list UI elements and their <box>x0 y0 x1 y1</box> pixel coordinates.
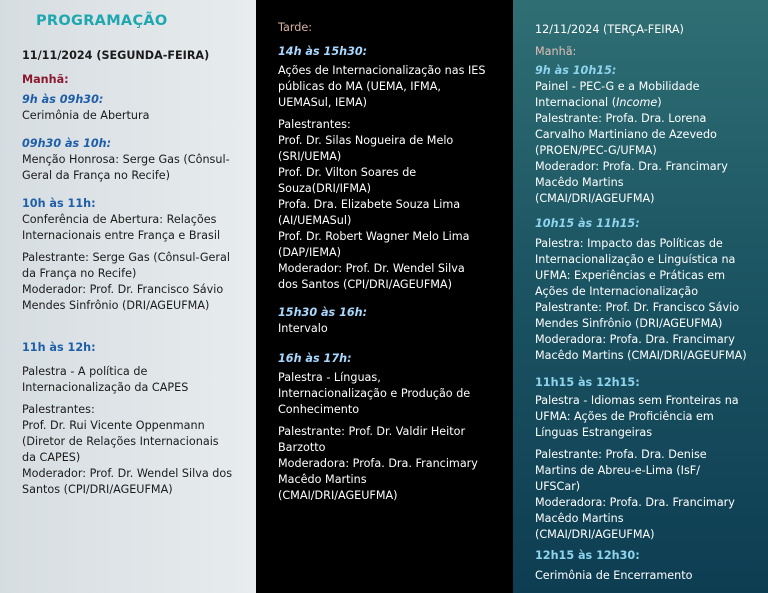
session-line: Palestrante: Prof. Dr. Valdir Heitor <box>278 425 466 438</box>
session-time: 9h às 10h15: <box>535 64 617 77</box>
session-line: Palestra - A política de <box>22 365 148 378</box>
session-line: Palestrante: Profa. Dra. Lorena <box>535 112 707 125</box>
day2-session-2 <box>535 216 760 364</box>
session-line: Moderador: Profa. Dra. Francimary <box>535 160 728 173</box>
session-line: (AI/UEMASul) <box>278 214 352 227</box>
session-line: Internacionalização da CAPES <box>22 381 189 394</box>
session-line: Conhecimento <box>278 403 360 416</box>
session-line: Palestrantes: <box>22 403 95 416</box>
day1-date: 11/11/2024 (SEGUNDA-FEIRA) <box>22 49 210 62</box>
session-line: Carvalho Martiniano de Azevedo <box>535 128 717 141</box>
session-line: Moderador: Prof. Dr. Wendel Silva <box>278 262 465 275</box>
day1-session-1 <box>22 92 247 124</box>
session-line: Internacionalização e Produção de <box>278 387 471 400</box>
session-line: (SRI/UEMA) <box>278 150 342 163</box>
session-line: Palestrante: Serge Gas (Cônsul-Geral <box>22 251 230 264</box>
session-line: Prof. Dr. Rui Vicente Oppenmann <box>22 419 205 432</box>
session-line: Macêdo Martins (CMAI/DRI/AGEUFMA) <box>535 349 747 362</box>
day1-column <box>0 0 256 593</box>
day2-session-1 <box>535 63 760 207</box>
session-line: (CMAI/DRI/AGEUFMA) <box>535 192 655 205</box>
session-line: Cerimônia de Encerramento <box>535 569 693 582</box>
day2-session-3 <box>535 375 760 543</box>
session-line: (Diretor de Relações Internacionais <box>22 435 219 448</box>
session-line: Souza(DRI/IFMA) <box>278 182 371 195</box>
session-line: Mendes Sinfrônio (DRI/AGEUFMA) <box>535 317 723 330</box>
session-line: Prof. Dr. Silas Nogueira de Melo <box>278 134 454 147</box>
session-line: da CAPES) <box>22 451 81 464</box>
session-line: Painel - PEC-G e a Mobilidade <box>535 80 700 93</box>
session-line: Moderador: Prof. Dr. Wendel Silva dos <box>22 467 233 480</box>
session-time: 11h15 às 12h15: <box>535 376 640 389</box>
session-time: 12h15 às 12h30: <box>535 549 640 562</box>
day2-period: Manhã: <box>535 45 577 58</box>
session-line: Macêdo Martins <box>278 473 367 486</box>
day2-session-4 <box>535 548 760 584</box>
session-line: Martins de Abreu-e-Lima (IsF/ <box>535 464 701 477</box>
session-line: Palestra - Línguas, <box>278 371 381 384</box>
session-line: Palestra - Idiomas sem Fronteiras na <box>535 394 739 407</box>
session-time: 15h30 às 16h: <box>278 306 368 319</box>
session-time: 9h às 09h30: <box>22 93 104 106</box>
session-line: (CMAI/DRI/AGEUFMA) <box>278 489 398 502</box>
session-line: Moderador: Prof. Dr. Francisco Sávio <box>22 283 224 296</box>
session-line: (DAP/IEMA) <box>278 246 341 259</box>
session-line: (CMAI/DRI/AGEUFMA) <box>535 528 655 541</box>
afternoon-session-3 <box>278 351 503 504</box>
session-line: Prof. Dr. Robert Wagner Melo Lima <box>278 230 470 243</box>
session-line: UFMA: Ações de Proficiência em <box>535 410 714 423</box>
session-time: 10h15 às 11h15: <box>535 217 640 230</box>
session-line: Conferência de Abertura: Relações <box>22 213 217 226</box>
afternoon-session-2 <box>278 305 503 337</box>
session-line: Ações de Internacionalização nas IES <box>278 64 486 77</box>
session-time: 10h às 11h: <box>22 197 96 210</box>
session-line: Palestrante: Prof. Dr. Francisco Sávio <box>535 301 740 314</box>
session-time: 11h às 12h: <box>22 341 96 354</box>
session-line: Palestra: Impacto das Políticas de <box>535 237 723 250</box>
session-line: Santos (CPI/DRI/AGEUFMA) <box>22 483 173 496</box>
afternoon-session-1 <box>278 44 503 293</box>
afternoon-period: Tarde: <box>278 21 312 34</box>
session-line: Internacionalização e Linguística na <box>535 253 736 266</box>
session-line: Palestrantes: <box>278 118 351 131</box>
session-line: Macêdo Martins <box>535 512 624 525</box>
session-line: Macêdo Martins <box>535 176 624 189</box>
session-line: dos Santos (CPI/DRI/AGEUFMA) <box>278 278 452 291</box>
session-time: 09h30 às 10h: <box>22 137 112 150</box>
session-line: Profa. Dra. Elizabete Souza Lima <box>278 198 461 211</box>
session-line: Intervalo <box>278 322 328 335</box>
session-line: Barzotto <box>278 441 326 454</box>
day2-column <box>513 0 768 593</box>
session-line: Moderadora: Profa. Dra. Francimary <box>278 457 478 470</box>
session-line: Mendes Sinfrônio (DRI/AGEUFMA) <box>22 299 210 312</box>
day1-afternoon-column <box>256 0 513 593</box>
session-line: Cerimônia de Abertura <box>22 109 150 122</box>
day1-session-3 <box>22 196 247 314</box>
session-time: 16h às 17h: <box>278 352 352 365</box>
session-line: UFSCar) <box>535 480 581 493</box>
session-line: Ações de Internacionalização <box>535 285 699 298</box>
session-line: UFMA: Experiências e Práticas em <box>535 269 726 282</box>
session-line: (PROEN/PEC-G/UFMA) <box>535 144 657 157</box>
session-line: Línguas Estrangeiras <box>535 426 653 439</box>
session-time: 14h às 15h30: <box>278 45 368 58</box>
session-line: Geral da França no Recife) <box>22 169 171 182</box>
session-line: Moderadora: Profa. Dra. Francimary <box>535 333 735 346</box>
session-line: Prof. Dr. Vilton Soares de <box>278 166 417 179</box>
session-line: Menção Honrosa: Serge Gas (Cônsul- <box>22 153 230 166</box>
page-title: PROGRAMAÇÃO <box>36 13 168 29</box>
session-line: da França no Recife) <box>22 267 137 280</box>
session-line: Internacionais entre França e Brasil <box>22 229 221 242</box>
session-line: públicas do MA (UEMA, IFMA, <box>278 80 441 93</box>
day2-date: 12/11/2024 (TERÇA-FEIRA) <box>535 23 684 36</box>
day1-session-2 <box>22 136 247 184</box>
day1-period: Manhã: <box>22 73 69 86</box>
day1-session-4 <box>22 340 247 498</box>
session-line: UEMASul, IEMA) <box>278 96 368 109</box>
session-line: Internacional (Income) <box>535 96 662 109</box>
session-line: Palestrante: Profa. Dra. Denise <box>535 448 707 461</box>
session-line: Moderadora: Profa. Dra. Francimary <box>535 496 735 509</box>
